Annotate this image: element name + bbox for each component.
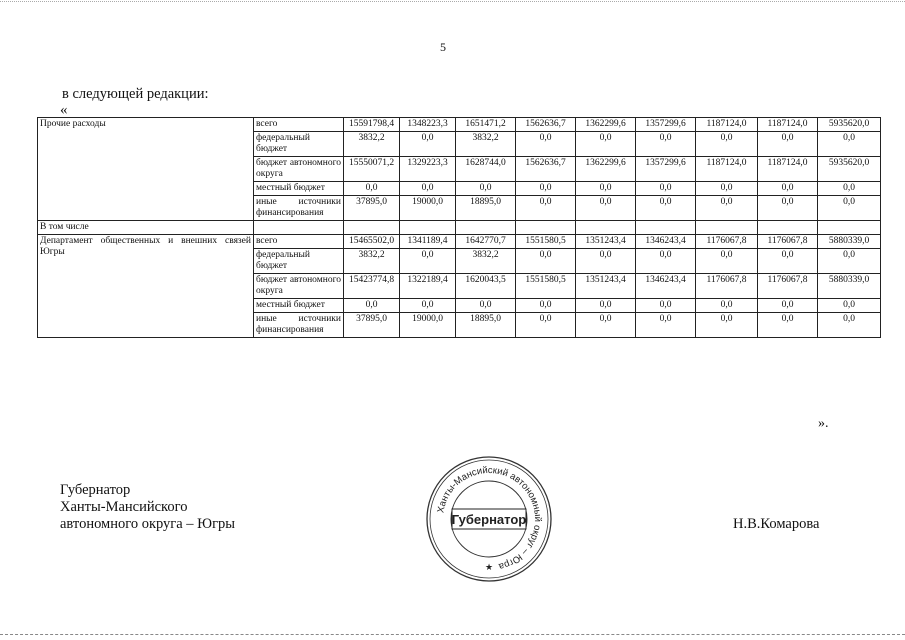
value-cell: 0,0	[576, 196, 636, 221]
value-cell: 0,0	[636, 182, 696, 196]
value-cell: 1329223,3	[400, 157, 456, 182]
value-cell: 1176067,8	[696, 274, 758, 299]
value-cell: 1620043,5	[456, 274, 516, 299]
value-cell: 0,0	[696, 196, 758, 221]
value-cell: 1187124,0	[758, 157, 818, 182]
value-cell: 1176067,8	[758, 235, 818, 249]
empty-cell	[576, 221, 636, 235]
empty-cell	[696, 221, 758, 235]
value-cell: 1176067,8	[758, 274, 818, 299]
value-cell: 3832,2	[456, 249, 516, 274]
empty-cell	[818, 221, 881, 235]
funding-source-cell: федеральный бюджет	[254, 249, 344, 274]
funding-source-cell: бюджет автономного округа	[254, 274, 344, 299]
value-cell: 0,0	[818, 196, 881, 221]
intro-text: в следующей редакции:	[62, 86, 209, 102]
value-cell: 0,0	[400, 299, 456, 313]
value-cell: 0,0	[516, 132, 576, 157]
value-cell: 0,0	[400, 182, 456, 196]
section-row	[38, 221, 881, 235]
value-cell: 0,0	[456, 182, 516, 196]
value-cell: 1346243,4	[636, 235, 696, 249]
empty-cell	[344, 221, 400, 235]
value-cell: 0,0	[758, 299, 818, 313]
value-cell: 1346243,4	[636, 274, 696, 299]
empty-cell	[516, 221, 576, 235]
value-cell: 0,0	[636, 313, 696, 338]
value-cell: 1362299,6	[576, 157, 636, 182]
funding-source-cell: местный бюджет	[254, 182, 344, 196]
value-cell: 5935620,0	[818, 118, 881, 132]
value-cell: 0,0	[818, 299, 881, 313]
table-row	[38, 235, 881, 249]
value-cell: 1348223,3	[400, 118, 456, 132]
value-cell: 0,0	[818, 313, 881, 338]
value-cell: 0,0	[344, 299, 400, 313]
value-cell: 0,0	[758, 182, 818, 196]
empty-cell	[456, 221, 516, 235]
value-cell: 1551580,5	[516, 274, 576, 299]
value-cell: 0,0	[576, 313, 636, 338]
value-cell: 3832,2	[344, 132, 400, 157]
value-cell: 0,0	[758, 196, 818, 221]
value-cell: 0,0	[636, 299, 696, 313]
value-cell: 1187124,0	[696, 118, 758, 132]
value-cell: 5935620,0	[818, 157, 881, 182]
value-cell: 0,0	[576, 132, 636, 157]
value-cell: 0,0	[516, 299, 576, 313]
value-cell: 1341189,4	[400, 235, 456, 249]
value-cell: 0,0	[576, 249, 636, 274]
value-cell: 0,0	[758, 249, 818, 274]
value-cell: 18895,0	[456, 313, 516, 338]
official-seal	[424, 454, 554, 584]
value-cell: 0,0	[400, 132, 456, 157]
footer-rule	[0, 634, 905, 635]
value-cell: 1187124,0	[696, 157, 758, 182]
empty-cell	[758, 221, 818, 235]
budget-table	[37, 117, 881, 338]
seal-center-text: Губернатор	[451, 512, 527, 527]
value-cell: 0,0	[636, 196, 696, 221]
value-cell: 0,0	[576, 299, 636, 313]
value-cell: 1351243,4	[576, 274, 636, 299]
close-quote: ».	[818, 416, 829, 431]
value-cell: 1357299,6	[636, 118, 696, 132]
funding-source-cell: иные источники финансирования	[254, 313, 344, 338]
governor-region: Ханты-Мансийского	[60, 499, 188, 515]
value-cell: 0,0	[516, 313, 576, 338]
value-cell: 0,0	[576, 182, 636, 196]
table-row	[38, 118, 881, 132]
value-cell: 1357299,6	[636, 157, 696, 182]
signer-name: Н.В.Комарова	[733, 516, 820, 532]
value-cell: 0,0	[516, 196, 576, 221]
value-cell: 0,0	[636, 249, 696, 274]
value-cell: 0,0	[818, 249, 881, 274]
funding-source-cell: иные источники финансирования	[254, 196, 344, 221]
value-cell: 0,0	[400, 249, 456, 274]
value-cell: 18895,0	[456, 196, 516, 221]
header-rule	[0, 1, 905, 2]
value-cell: 15550071,2	[344, 157, 400, 182]
value-cell: 3832,2	[344, 249, 400, 274]
value-cell: 3832,2	[456, 132, 516, 157]
value-cell: 0,0	[516, 249, 576, 274]
value-cell: 1187124,0	[758, 118, 818, 132]
value-cell: 1562636,7	[516, 157, 576, 182]
seal-star: ★	[484, 562, 494, 572]
governor-title: Губернатор	[60, 482, 131, 498]
value-cell: 1322189,4	[400, 274, 456, 299]
value-cell: 1562636,7	[516, 118, 576, 132]
value-cell: 0,0	[696, 249, 758, 274]
value-cell: 0,0	[344, 182, 400, 196]
value-cell: 0,0	[758, 132, 818, 157]
governor-district: автономного округа – Югры	[60, 516, 236, 532]
funding-source-cell: всего	[254, 118, 344, 132]
group-name-cell: Прочие расходы	[38, 118, 254, 221]
value-cell: 0,0	[818, 132, 881, 157]
governor-block	[60, 482, 235, 533]
value-cell: 1628744,0	[456, 157, 516, 182]
value-cell: 1176067,8	[696, 235, 758, 249]
value-cell: 0,0	[636, 132, 696, 157]
funding-source-cell: всего	[254, 235, 344, 249]
funding-source-cell: бюджет автономного округа	[254, 157, 344, 182]
section-label-cell: В том числе	[38, 221, 254, 235]
value-cell: 15423774,8	[344, 274, 400, 299]
value-cell: 37895,0	[344, 313, 400, 338]
value-cell: 0,0	[758, 313, 818, 338]
group-name-cell: Департамент общественных и внешних связей Югры	[38, 235, 254, 338]
value-cell: 1551580,5	[516, 235, 576, 249]
value-cell: 5880339,0	[818, 274, 881, 299]
empty-cell	[636, 221, 696, 235]
funding-source-cell: федеральный бюджет	[254, 132, 344, 157]
value-cell: 19000,0	[400, 196, 456, 221]
value-cell: 0,0	[696, 132, 758, 157]
value-cell: 1351243,4	[576, 235, 636, 249]
value-cell: 0,0	[456, 299, 516, 313]
funding-source-cell: местный бюджет	[254, 299, 344, 313]
empty-cell	[254, 221, 344, 235]
value-cell: 1642770,7	[456, 235, 516, 249]
value-cell: 15465502,0	[344, 235, 400, 249]
empty-cell	[400, 221, 456, 235]
value-cell: 5880339,0	[818, 235, 881, 249]
value-cell: 19000,0	[400, 313, 456, 338]
page-number: 5	[440, 40, 446, 54]
open-quote: «	[60, 102, 68, 118]
value-cell: 0,0	[696, 182, 758, 196]
value-cell: 37895,0	[344, 196, 400, 221]
value-cell: 15591798,4	[344, 118, 400, 132]
value-cell: 0,0	[516, 182, 576, 196]
value-cell: 0,0	[696, 313, 758, 338]
value-cell: 0,0	[818, 182, 881, 196]
value-cell: 1362299,6	[576, 118, 636, 132]
value-cell: 1651471,2	[456, 118, 516, 132]
value-cell: 0,0	[696, 299, 758, 313]
seal-ring-textpath: Ханты-Мансийский автономный округ – Югра	[435, 464, 544, 572]
